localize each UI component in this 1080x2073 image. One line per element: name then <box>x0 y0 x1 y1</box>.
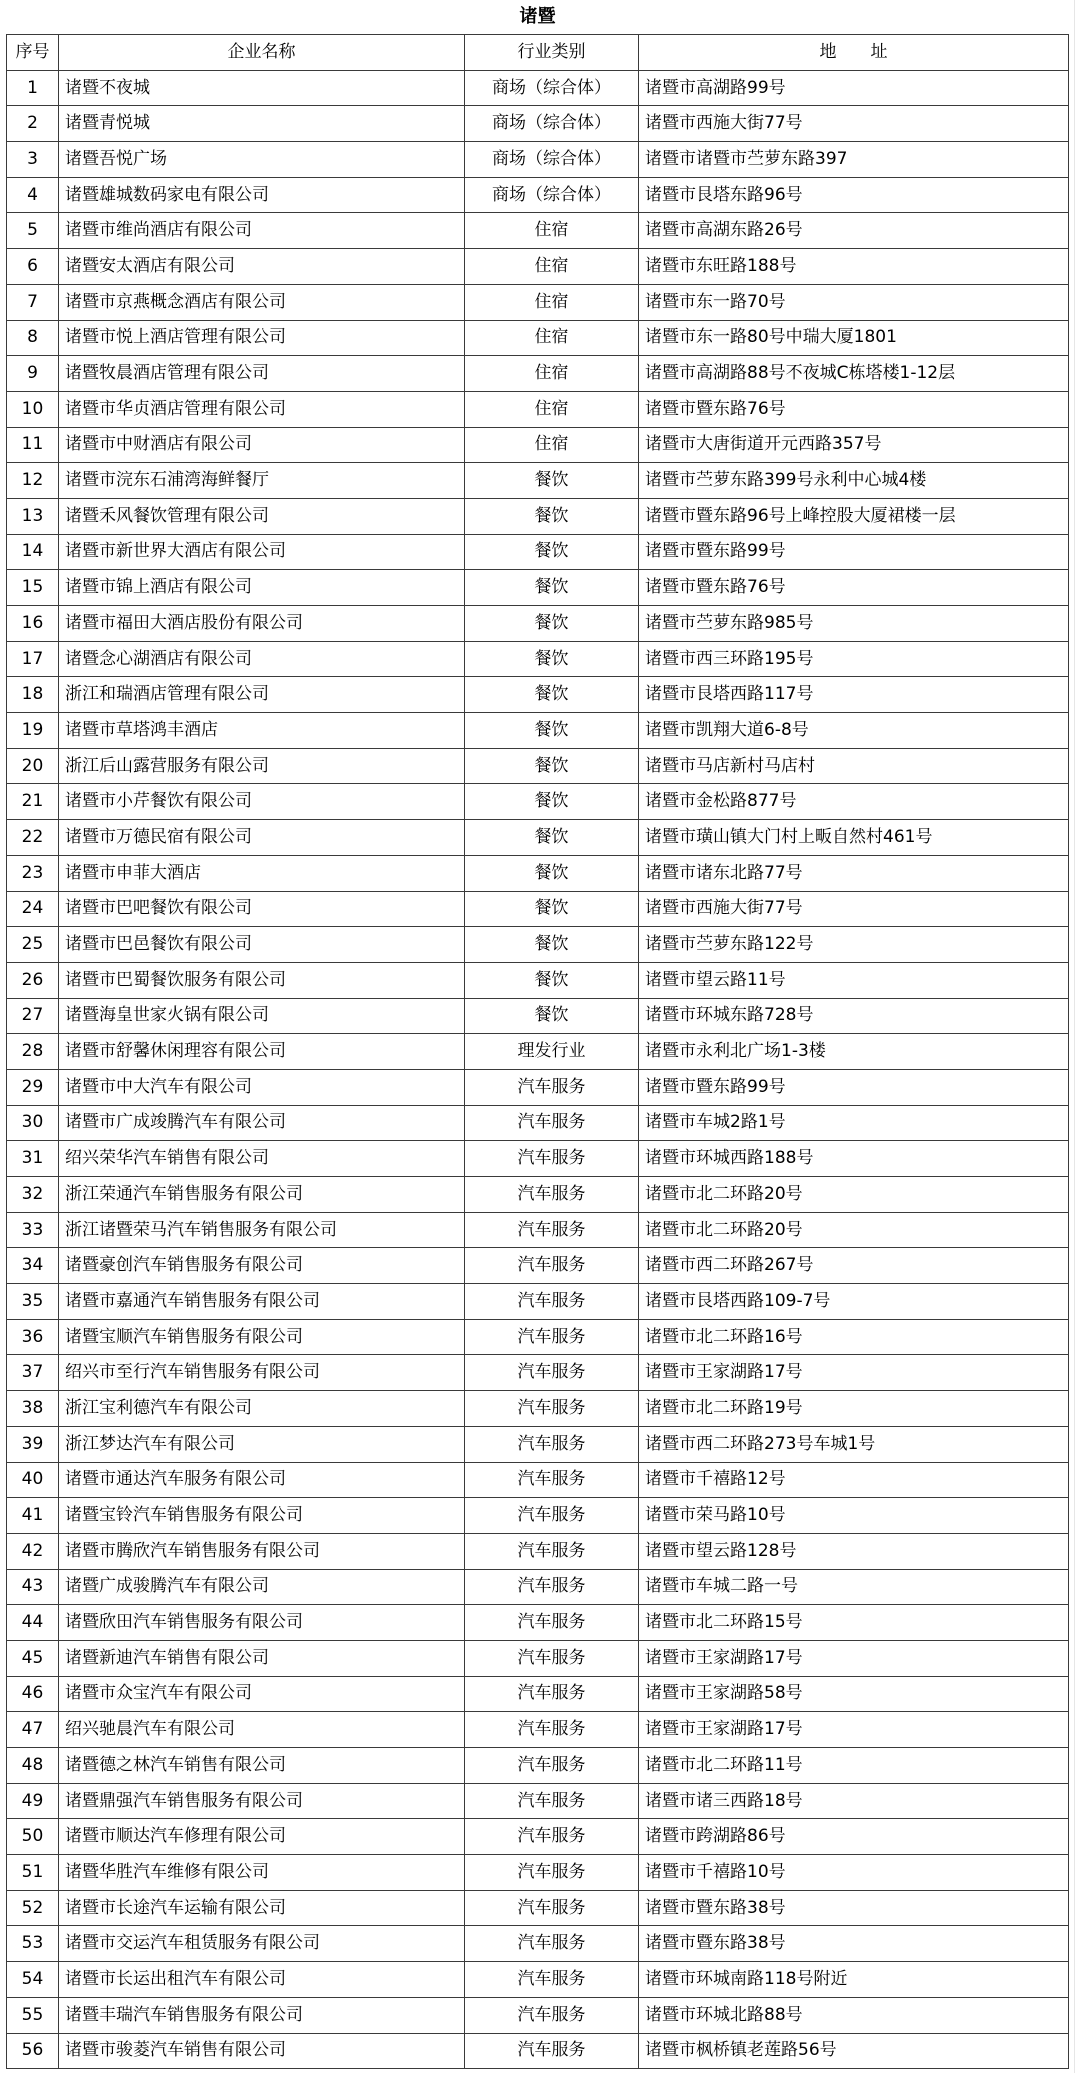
company-name: 诸暨鼎强汽车销售服务有限公司 <box>59 1783 465 1819</box>
table-row <box>7 1034 1069 1070</box>
industry-type: 餐饮 <box>465 891 639 927</box>
row-number: 40 <box>7 1462 59 1498</box>
industry-type: 汽车服务 <box>465 2033 639 2069</box>
row-number: 48 <box>7 1748 59 1784</box>
row-number: 49 <box>7 1783 59 1819</box>
table-row <box>7 855 1069 891</box>
row-number: 29 <box>7 1069 59 1105</box>
address: 诸暨市大唐街道开元西路357号 <box>639 427 1069 463</box>
address: 诸暨市暨东路38号 <box>639 1890 1069 1926</box>
row-number: 7 <box>7 284 59 320</box>
industry-type: 汽车服务 <box>465 1462 639 1498</box>
industry-type: 汽车服务 <box>465 1640 639 1676</box>
address: 诸暨市诸暨市苎萝东路397 <box>639 142 1069 178</box>
industry-type: 餐饮 <box>465 713 639 749</box>
company-name: 诸暨禾风餐饮管理有限公司 <box>59 498 465 534</box>
industry-type: 汽车服务 <box>465 1926 639 1962</box>
header-type: 行业类别 <box>465 35 639 71</box>
industry-type: 商场（综合体） <box>465 70 639 106</box>
company-name: 诸暨市华贞酒店管理有限公司 <box>59 391 465 427</box>
table-title: 诸暨 <box>7 0 1069 35</box>
address: 诸暨市永利北广场1-3楼 <box>639 1034 1069 1070</box>
row-number: 8 <box>7 320 59 356</box>
address: 诸暨市东旺路188号 <box>639 249 1069 285</box>
address: 诸暨市东一路80号中瑞大厦1801 <box>639 320 1069 356</box>
company-name: 诸暨市巴蜀餐饮服务有限公司 <box>59 962 465 998</box>
address: 诸暨市苎萝东路399号永利中心城4楼 <box>639 463 1069 499</box>
address: 诸暨市西施大街77号 <box>639 106 1069 142</box>
industry-type: 商场（综合体） <box>465 177 639 213</box>
address: 诸暨市暨东路76号 <box>639 391 1069 427</box>
row-number: 13 <box>7 498 59 534</box>
industry-type: 餐饮 <box>465 855 639 891</box>
industry-type: 汽车服务 <box>465 1498 639 1534</box>
address: 诸暨市环城东路728号 <box>639 998 1069 1034</box>
address: 诸暨市金松路877号 <box>639 784 1069 820</box>
address: 诸暨市马店新村马店村 <box>639 748 1069 784</box>
industry-type: 餐饮 <box>465 748 639 784</box>
address: 诸暨市暨东路38号 <box>639 1926 1069 1962</box>
table-row <box>7 142 1069 178</box>
industry-type: 汽车服务 <box>465 1212 639 1248</box>
table-row <box>7 1855 1069 1891</box>
table-row <box>7 249 1069 285</box>
table-row <box>7 1819 1069 1855</box>
table-body <box>7 70 1069 2069</box>
company-name: 诸暨市福田大酒店股份有限公司 <box>59 606 465 642</box>
company-name: 诸暨市广成竣腾汽车有限公司 <box>59 1105 465 1141</box>
row-number: 10 <box>7 391 59 427</box>
address: 诸暨市王家湖路17号 <box>639 1712 1069 1748</box>
industry-type: 汽车服务 <box>465 1391 639 1427</box>
industry-type: 汽车服务 <box>465 1676 639 1712</box>
row-number: 11 <box>7 427 59 463</box>
address: 诸暨市荣马路10号 <box>639 1498 1069 1534</box>
row-number: 54 <box>7 1962 59 1998</box>
industry-type: 汽车服务 <box>465 1855 639 1891</box>
table-title-row <box>7 0 1069 35</box>
address: 诸暨市苎萝东路122号 <box>639 927 1069 963</box>
row-number: 19 <box>7 713 59 749</box>
company-name: 诸暨宝铃汽车销售服务有限公司 <box>59 1498 465 1534</box>
industry-type: 餐饮 <box>465 820 639 856</box>
company-name: 诸暨市小芹餐饮有限公司 <box>59 784 465 820</box>
address: 诸暨市西三环路195号 <box>639 641 1069 677</box>
table-row <box>7 534 1069 570</box>
industry-type: 餐饮 <box>465 498 639 534</box>
table-row <box>7 1533 1069 1569</box>
row-number: 22 <box>7 820 59 856</box>
company-name: 诸暨丰瑞汽车销售服务有限公司 <box>59 1997 465 2033</box>
table-row <box>7 1712 1069 1748</box>
company-name: 诸暨市巴吧餐饮有限公司 <box>59 891 465 927</box>
company-name: 诸暨念心湖酒店有限公司 <box>59 641 465 677</box>
company-name: 诸暨欣田汽车销售服务有限公司 <box>59 1605 465 1641</box>
address: 诸暨市环城西路188号 <box>639 1141 1069 1177</box>
enterprise-table <box>6 0 1069 2069</box>
address: 诸暨市北二环路20号 <box>639 1212 1069 1248</box>
company-name: 诸暨海皇世家火锅有限公司 <box>59 998 465 1034</box>
company-name: 诸暨市长运出租汽车有限公司 <box>59 1962 465 1998</box>
address: 诸暨市车城2路1号 <box>639 1105 1069 1141</box>
industry-type: 餐饮 <box>465 998 639 1034</box>
address: 诸暨市东一路70号 <box>639 284 1069 320</box>
company-name: 诸暨华胜汽车维修有限公司 <box>59 1855 465 1891</box>
company-name: 诸暨市草塔鸿丰酒店 <box>59 713 465 749</box>
row-number: 51 <box>7 1855 59 1891</box>
row-number: 38 <box>7 1391 59 1427</box>
industry-type: 汽车服务 <box>465 1890 639 1926</box>
row-number: 55 <box>7 1997 59 2033</box>
row-number: 52 <box>7 1890 59 1926</box>
company-name: 诸暨市浣东石浦湾海鲜餐厅 <box>59 463 465 499</box>
address: 诸暨市暨东路99号 <box>639 534 1069 570</box>
industry-type: 汽车服务 <box>465 1069 639 1105</box>
table-row <box>7 356 1069 392</box>
industry-type: 餐饮 <box>465 784 639 820</box>
industry-type: 餐饮 <box>465 534 639 570</box>
address: 诸暨市北二环路11号 <box>639 1748 1069 1784</box>
table-row <box>7 284 1069 320</box>
sheet-gridline <box>1074 0 1075 2073</box>
company-name: 诸暨市骏菱汽车销售有限公司 <box>59 2033 465 2069</box>
row-number: 43 <box>7 1569 59 1605</box>
company-name: 绍兴驰晨汽车有限公司 <box>59 1712 465 1748</box>
row-number: 18 <box>7 677 59 713</box>
table-row <box>7 1962 1069 1998</box>
company-name: 浙江梦达汽车有限公司 <box>59 1426 465 1462</box>
industry-type: 汽车服务 <box>465 1355 639 1391</box>
industry-type: 住宿 <box>465 356 639 392</box>
table-row <box>7 677 1069 713</box>
industry-type: 汽车服务 <box>465 1819 639 1855</box>
row-number: 14 <box>7 534 59 570</box>
industry-type: 理发行业 <box>465 1034 639 1070</box>
company-name: 诸暨豪创汽车销售服务有限公司 <box>59 1248 465 1284</box>
company-name: 诸暨市维尚酒店有限公司 <box>59 213 465 249</box>
address: 诸暨市王家湖路58号 <box>639 1676 1069 1712</box>
address: 诸暨市艮塔西路117号 <box>639 677 1069 713</box>
table-row <box>7 1177 1069 1213</box>
row-number: 27 <box>7 998 59 1034</box>
industry-type: 汽车服务 <box>465 1141 639 1177</box>
row-number: 34 <box>7 1248 59 1284</box>
address: 诸暨市凯翔大道6-8号 <box>639 713 1069 749</box>
industry-type: 汽车服务 <box>465 1783 639 1819</box>
row-number: 26 <box>7 962 59 998</box>
row-number: 24 <box>7 891 59 927</box>
address: 诸暨市千禧路12号 <box>639 1462 1069 1498</box>
company-name: 诸暨不夜城 <box>59 70 465 106</box>
table-header-row <box>7 35 1069 71</box>
table-row <box>7 820 1069 856</box>
industry-type: 餐饮 <box>465 641 639 677</box>
row-number: 23 <box>7 855 59 891</box>
address: 诸暨市千禧路10号 <box>639 1855 1069 1891</box>
header-address: 地 址 <box>639 35 1069 71</box>
company-name: 诸暨市众宝汽车有限公司 <box>59 1676 465 1712</box>
industry-type: 餐饮 <box>465 927 639 963</box>
row-number: 44 <box>7 1605 59 1641</box>
table-row <box>7 1069 1069 1105</box>
row-number: 32 <box>7 1177 59 1213</box>
table-row <box>7 1605 1069 1641</box>
address: 诸暨市艮塔东路96号 <box>639 177 1069 213</box>
row-number: 16 <box>7 606 59 642</box>
company-name: 浙江宝利德汽车有限公司 <box>59 1391 465 1427</box>
row-number: 28 <box>7 1034 59 1070</box>
row-number: 15 <box>7 570 59 606</box>
table-row <box>7 1391 1069 1427</box>
table-row <box>7 784 1069 820</box>
industry-type: 汽车服务 <box>465 1177 639 1213</box>
company-name: 诸暨市腾欣汽车销售服务有限公司 <box>59 1533 465 1569</box>
company-name: 浙江和瑞酒店管理有限公司 <box>59 677 465 713</box>
header-name: 企业名称 <box>59 35 465 71</box>
industry-type: 汽车服务 <box>465 1605 639 1641</box>
company-name: 浙江后山露营服务有限公司 <box>59 748 465 784</box>
row-number: 56 <box>7 2033 59 2069</box>
company-name: 诸暨市顺达汽车修理有限公司 <box>59 1819 465 1855</box>
industry-type: 汽车服务 <box>465 1248 639 1284</box>
address: 诸暨市跨湖路86号 <box>639 1819 1069 1855</box>
company-name: 诸暨青悦城 <box>59 106 465 142</box>
table-row <box>7 177 1069 213</box>
company-name: 诸暨德之林汽车销售有限公司 <box>59 1748 465 1784</box>
table-row <box>7 1426 1069 1462</box>
row-number: 2 <box>7 106 59 142</box>
industry-type: 餐饮 <box>465 606 639 642</box>
company-name: 诸暨市申菲大酒店 <box>59 855 465 891</box>
table-row <box>7 998 1069 1034</box>
industry-type: 住宿 <box>465 213 639 249</box>
address: 诸暨市北二环路16号 <box>639 1319 1069 1355</box>
table-row <box>7 1248 1069 1284</box>
row-number: 9 <box>7 356 59 392</box>
address: 诸暨市高湖东路26号 <box>639 213 1069 249</box>
company-name: 诸暨吾悦广场 <box>59 142 465 178</box>
industry-type: 汽车服务 <box>465 1997 639 2033</box>
address: 诸暨市西施大街77号 <box>639 891 1069 927</box>
table-row <box>7 1783 1069 1819</box>
company-name: 诸暨市京燕概念酒店有限公司 <box>59 284 465 320</box>
table-row <box>7 1926 1069 1962</box>
row-number: 25 <box>7 927 59 963</box>
table-row <box>7 391 1069 427</box>
industry-type: 汽车服务 <box>465 1319 639 1355</box>
industry-type: 汽车服务 <box>465 1748 639 1784</box>
industry-type: 住宿 <box>465 427 639 463</box>
address: 诸暨市望云路128号 <box>639 1533 1069 1569</box>
table-row <box>7 748 1069 784</box>
address: 诸暨市艮塔西路109-7号 <box>639 1284 1069 1320</box>
industry-type: 商场（综合体） <box>465 106 639 142</box>
industry-type: 商场（综合体） <box>465 142 639 178</box>
address: 诸暨市车城二路一号 <box>639 1569 1069 1605</box>
row-number: 41 <box>7 1498 59 1534</box>
row-number: 30 <box>7 1105 59 1141</box>
industry-type: 汽车服务 <box>465 1569 639 1605</box>
industry-type: 住宿 <box>465 391 639 427</box>
table-row <box>7 1105 1069 1141</box>
company-name: 诸暨广成骏腾汽车有限公司 <box>59 1569 465 1605</box>
address: 诸暨市西二环路267号 <box>639 1248 1069 1284</box>
row-number: 12 <box>7 463 59 499</box>
company-name: 诸暨牧晨酒店管理有限公司 <box>59 356 465 392</box>
address: 诸暨市环城北路88号 <box>639 1997 1069 2033</box>
row-number: 5 <box>7 213 59 249</box>
table-row <box>7 1498 1069 1534</box>
table-row <box>7 106 1069 142</box>
row-number: 46 <box>7 1676 59 1712</box>
table-row <box>7 213 1069 249</box>
table-row <box>7 1569 1069 1605</box>
company-name: 诸暨安太酒店有限公司 <box>59 249 465 285</box>
address: 诸暨市北二环路15号 <box>639 1605 1069 1641</box>
company-name: 诸暨雄城数码家电有限公司 <box>59 177 465 213</box>
address: 诸暨市璜山镇大门村上畈自然村461号 <box>639 820 1069 856</box>
address: 诸暨市北二环路19号 <box>639 1391 1069 1427</box>
company-name: 诸暨市巴邑餐饮有限公司 <box>59 927 465 963</box>
address: 诸暨市王家湖路17号 <box>639 1640 1069 1676</box>
row-number: 35 <box>7 1284 59 1320</box>
row-number: 36 <box>7 1319 59 1355</box>
company-name: 诸暨宝顺汽车销售服务有限公司 <box>59 1319 465 1355</box>
address: 诸暨市诸东北路77号 <box>639 855 1069 891</box>
table-row <box>7 1141 1069 1177</box>
table-row <box>7 1748 1069 1784</box>
table-row <box>7 70 1069 106</box>
industry-type: 汽车服务 <box>465 1533 639 1569</box>
address: 诸暨市王家湖路17号 <box>639 1355 1069 1391</box>
row-number: 37 <box>7 1355 59 1391</box>
table-row <box>7 1212 1069 1248</box>
company-name: 绍兴市至行汽车销售服务有限公司 <box>59 1355 465 1391</box>
industry-type: 住宿 <box>465 249 639 285</box>
address: 诸暨市环城南路118号附近 <box>639 1962 1069 1998</box>
industry-type: 餐饮 <box>465 463 639 499</box>
company-name: 诸暨市万德民宿有限公司 <box>59 820 465 856</box>
row-number: 6 <box>7 249 59 285</box>
row-number: 1 <box>7 70 59 106</box>
table-row <box>7 1997 1069 2033</box>
row-number: 39 <box>7 1426 59 1462</box>
address: 诸暨市西二环路273号车城1号 <box>639 1426 1069 1462</box>
table-row <box>7 891 1069 927</box>
industry-type: 汽车服务 <box>465 1962 639 1998</box>
address: 诸暨市北二环路20号 <box>639 1177 1069 1213</box>
table-row <box>7 1676 1069 1712</box>
table-row <box>7 606 1069 642</box>
address: 诸暨市暨东路99号 <box>639 1069 1069 1105</box>
table-row <box>7 570 1069 606</box>
company-name: 诸暨市通达汽车服务有限公司 <box>59 1462 465 1498</box>
address: 诸暨市诸三西路18号 <box>639 1783 1069 1819</box>
header-no: 序号 <box>7 35 59 71</box>
table-row <box>7 2033 1069 2069</box>
table-row <box>7 463 1069 499</box>
row-number: 17 <box>7 641 59 677</box>
industry-type: 汽车服务 <box>465 1712 639 1748</box>
row-number: 33 <box>7 1212 59 1248</box>
company-name: 诸暨市新世界大酒店有限公司 <box>59 534 465 570</box>
table-row <box>7 1284 1069 1320</box>
row-number: 4 <box>7 177 59 213</box>
industry-type: 餐饮 <box>465 962 639 998</box>
address: 诸暨市苎萝东路985号 <box>639 606 1069 642</box>
company-name: 诸暨市悦上酒店管理有限公司 <box>59 320 465 356</box>
company-name: 诸暨市交运汽车租赁服务有限公司 <box>59 1926 465 1962</box>
company-name: 诸暨市锦上酒店有限公司 <box>59 570 465 606</box>
company-name: 诸暨市舒馨休闲理容有限公司 <box>59 1034 465 1070</box>
table-row <box>7 427 1069 463</box>
row-number: 21 <box>7 784 59 820</box>
table-row <box>7 1319 1069 1355</box>
company-name: 浙江荣通汽车销售服务有限公司 <box>59 1177 465 1213</box>
company-name: 诸暨市中大汽车有限公司 <box>59 1069 465 1105</box>
address: 诸暨市暨东路96号上峰控股大厦裙楼一层 <box>639 498 1069 534</box>
address: 诸暨市望云路11号 <box>639 962 1069 998</box>
address: 诸暨市暨东路76号 <box>639 570 1069 606</box>
table-row <box>7 641 1069 677</box>
company-name: 诸暨市中财酒店有限公司 <box>59 427 465 463</box>
industry-type: 餐饮 <box>465 570 639 606</box>
industry-type: 汽车服务 <box>465 1426 639 1462</box>
company-name: 诸暨市长途汽车运输有限公司 <box>59 1890 465 1926</box>
table-row <box>7 1890 1069 1926</box>
company-name: 绍兴荣华汽车销售有限公司 <box>59 1141 465 1177</box>
table-row <box>7 1355 1069 1391</box>
company-name: 诸暨新迪汽车销售有限公司 <box>59 1640 465 1676</box>
table-row <box>7 927 1069 963</box>
table-row <box>7 1462 1069 1498</box>
row-number: 42 <box>7 1533 59 1569</box>
industry-type: 汽车服务 <box>465 1284 639 1320</box>
industry-type: 餐饮 <box>465 677 639 713</box>
industry-type: 住宿 <box>465 320 639 356</box>
industry-type: 汽车服务 <box>465 1105 639 1141</box>
row-number: 50 <box>7 1819 59 1855</box>
company-name: 浙江诸暨荣马汽车销售服务有限公司 <box>59 1212 465 1248</box>
row-number: 20 <box>7 748 59 784</box>
table-row <box>7 1640 1069 1676</box>
address: 诸暨市枫桥镇老莲路56号 <box>639 2033 1069 2069</box>
row-number: 45 <box>7 1640 59 1676</box>
row-number: 31 <box>7 1141 59 1177</box>
table-row <box>7 320 1069 356</box>
table-row <box>7 713 1069 749</box>
row-number: 47 <box>7 1712 59 1748</box>
table-row <box>7 498 1069 534</box>
address: 诸暨市高湖路88号不夜城C栋塔楼1-12层 <box>639 356 1069 392</box>
address: 诸暨市高湖路99号 <box>639 70 1069 106</box>
row-number: 3 <box>7 142 59 178</box>
row-number: 53 <box>7 1926 59 1962</box>
table-row <box>7 962 1069 998</box>
company-name: 诸暨市嘉通汽车销售服务有限公司 <box>59 1284 465 1320</box>
industry-type: 住宿 <box>465 284 639 320</box>
